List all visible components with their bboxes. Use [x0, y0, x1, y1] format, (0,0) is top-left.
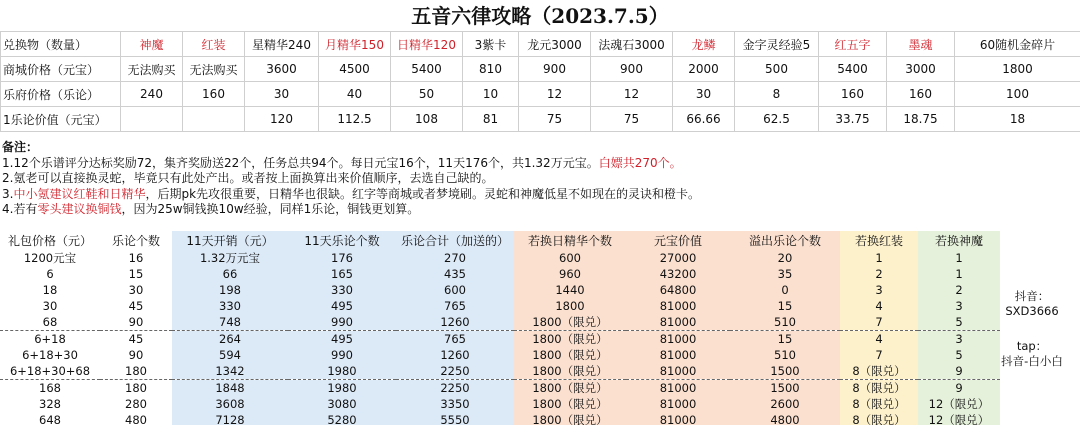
package-cell: 81000	[626, 298, 730, 314]
package-header-cell: 乐论合计（加送的）	[396, 231, 514, 250]
package-cell: 165	[288, 266, 396, 282]
package-cell: 1848	[172, 380, 288, 397]
package-price-cell: 18	[42, 283, 58, 297]
note-line-4	[2, 202, 1072, 218]
exchange-cell: 900	[519, 57, 591, 82]
exchange-cell: 75	[519, 107, 591, 132]
exchange-header-cell: 金字灵经验5	[735, 32, 819, 57]
package-cell: 594	[172, 347, 288, 363]
package-table	[0, 231, 1000, 425]
package-cell: 4	[840, 298, 918, 314]
package-price-cell: 68	[42, 315, 58, 329]
exchange-row	[1, 57, 1080, 82]
package-cell: 2250	[396, 380, 514, 397]
package-cell: 1800（限兑）	[514, 314, 626, 331]
package-price-cell: 1200元宝	[23, 251, 77, 265]
exchange-row	[1, 107, 1080, 132]
package-cell: 1500	[730, 363, 840, 380]
package-cell: 7128	[172, 412, 288, 425]
douyin-info	[984, 289, 1080, 319]
exchange-header-cell: 星精华240	[245, 32, 319, 57]
package-cell: 3350	[396, 396, 514, 412]
exchange-cell: 900	[591, 57, 673, 82]
package-cell: 8（限兑）	[840, 380, 918, 397]
package-cell: 1800（限兑）	[514, 412, 626, 425]
package-price-cell: 328	[39, 397, 61, 411]
package-cell: 280	[125, 397, 147, 411]
package-header-cell: 11天开销（元）	[172, 231, 288, 250]
package-row	[0, 298, 1000, 314]
package-cell: 264	[172, 331, 288, 348]
tap-label: tap：	[1016, 339, 1048, 353]
exchange-cell: 66.66	[673, 107, 735, 132]
package-header-cell: 礼包价格（元）	[7, 233, 92, 248]
package-cell: 81000	[626, 412, 730, 425]
package-cell: 8（限兑）	[840, 412, 918, 425]
exchange-cell: 5400	[819, 57, 887, 82]
note-4-prefix: 4.若有	[2, 202, 38, 216]
package-cell: 1980	[288, 380, 396, 397]
package-price-cell: 30	[42, 299, 58, 313]
package-cell: 1260	[396, 347, 514, 363]
package-cell: 81000	[626, 380, 730, 397]
exchange-cell: 30	[245, 82, 319, 107]
package-cell: 64800	[626, 282, 730, 298]
package-cell: 1	[918, 250, 1000, 266]
package-cell: 1980	[288, 363, 396, 380]
package-cell: 1500	[730, 380, 840, 397]
exchange-header-cell: 神魔	[121, 32, 183, 57]
package-price-cell: 6+18+30	[22, 348, 78, 362]
package-cell: 3	[918, 331, 1000, 348]
package-cell: 2600	[730, 396, 840, 412]
exchange-header-cell: 墨魂	[887, 32, 955, 57]
package-cell: 81000	[626, 331, 730, 348]
package-price-cell: 648	[39, 413, 61, 425]
package-cell: 90	[128, 348, 144, 362]
package-cell: 5	[918, 347, 1000, 363]
package-cell: 15	[128, 267, 144, 281]
exchange-cell: 5400	[391, 57, 463, 82]
package-cell: 176	[288, 250, 396, 266]
package-cell: 4800	[730, 412, 840, 425]
exchange-header-cell: 红五字	[819, 32, 887, 57]
exchange-header-cell: 60随机金碎片	[955, 32, 1080, 57]
package-cell: 1440	[514, 282, 626, 298]
tap-info	[984, 339, 1080, 369]
package-cell: 3608	[172, 396, 288, 412]
package-cell: 1800	[514, 298, 626, 314]
douyin-label: 抖音：	[1014, 289, 1050, 303]
package-cell: 3080	[288, 396, 396, 412]
package-cell: 7	[840, 314, 918, 331]
package-cell: 0	[730, 282, 840, 298]
package-cell: 5550	[396, 412, 514, 425]
package-row	[0, 331, 1000, 348]
package-cell: 2250	[396, 363, 514, 380]
package-cell: 765	[396, 331, 514, 348]
package-cell: 27000	[626, 250, 730, 266]
exchange-cell: 3600	[245, 57, 319, 82]
tap-value: 抖音-白小白	[1001, 354, 1063, 368]
package-row	[0, 380, 1000, 397]
package-header-row	[0, 231, 1000, 250]
note-3-prefix: 3.	[2, 186, 14, 201]
package-cell: 5	[918, 314, 1000, 331]
package-cell: 1342	[172, 363, 288, 380]
note-line-2: 2.氪老可以直接换灵蛇，毕竟只有此处产出。或者按上面换算出来价值顺序，去选自己缺的。	[2, 171, 494, 185]
package-cell: 5280	[288, 412, 396, 425]
note-4-highlight: 零头建议换铜钱	[37, 202, 122, 216]
package-cell: 43200	[626, 266, 730, 282]
note-4-text: ，因为25w铜钱换10w经验，同样1乐论，铜钱更划算。	[121, 202, 420, 216]
exchange-cell: 62.5	[735, 107, 819, 132]
package-cell: 81000	[626, 314, 730, 331]
package-row	[0, 282, 1000, 298]
package-cell: 330	[288, 282, 396, 298]
package-price-cell: 6+18+30+68	[9, 364, 91, 378]
package-cell: 480	[125, 413, 147, 425]
package-header-cell: 溢出乐论个数	[730, 231, 840, 250]
exchange-row-label: 1乐论价值（元宝）	[1, 107, 121, 132]
package-cell: 435	[396, 266, 514, 282]
package-cell: 15	[730, 331, 840, 348]
package-row	[0, 412, 1000, 425]
notes-heading: 备注：	[2, 140, 39, 154]
package-cell: 90	[128, 315, 144, 329]
package-cell: 1800（限兑）	[514, 396, 626, 412]
package-cell: 30	[128, 283, 144, 297]
exchange-header-row	[1, 32, 1080, 57]
exchange-cell: 4500	[319, 57, 391, 82]
package-header-cell: 若换红装	[840, 231, 918, 250]
note-1-highlight: 白嫖共270个。	[598, 155, 682, 170]
package-cell: 960	[514, 266, 626, 282]
exchange-cell: 18.75	[887, 107, 955, 132]
exchange-header-cell: 法魂石3000	[591, 32, 673, 57]
exchange-header-cell: 龙鳞	[673, 32, 735, 57]
package-cell: 45	[128, 299, 144, 313]
exchange-cell: 108	[391, 107, 463, 132]
exchange-header-cell: 3紫卡	[463, 32, 519, 57]
exchange-header-cell: 兑换物（数量）	[1, 32, 121, 57]
exchange-cell: 3000	[887, 57, 955, 82]
package-cell: 495	[288, 331, 396, 348]
package-cell: 81000	[626, 396, 730, 412]
package-cell: 12（限兑）	[918, 412, 1000, 425]
package-cell: 20	[730, 250, 840, 266]
exchange-cell: 40	[319, 82, 391, 107]
package-cell: 600	[514, 250, 626, 266]
exchange-cell: 100	[955, 82, 1080, 107]
package-cell: 2	[840, 266, 918, 282]
package-cell: 510	[730, 314, 840, 331]
package-row	[0, 396, 1000, 412]
exchange-header-cell: 日精华120	[391, 32, 463, 57]
package-cell: 495	[288, 298, 396, 314]
package-cell: 180	[125, 364, 147, 378]
exchange-row-label: 商城价格（元宝）	[1, 57, 121, 82]
package-row	[0, 363, 1000, 380]
package-cell: 15	[730, 298, 840, 314]
package-cell: 3	[840, 282, 918, 298]
package-price-cell: 168	[0, 380, 100, 397]
package-cell: 9	[918, 363, 1000, 380]
page-title: 五音六律攻略（2023.7.5）	[411, 4, 669, 28]
package-cell: 270	[396, 250, 514, 266]
package-price-cell: 6	[46, 267, 54, 281]
package-header-cell: 乐论个数	[111, 233, 160, 248]
package-row	[0, 266, 1000, 282]
exchange-cell: 无法购买	[183, 57, 245, 82]
package-cell: 1800（限兑）	[514, 363, 626, 380]
package-cell: 1	[918, 266, 1000, 282]
exchange-cell: 810	[463, 57, 519, 82]
exchange-header-cell: 月精华150	[319, 32, 391, 57]
exchange-row	[1, 82, 1080, 107]
exchange-table	[0, 31, 1080, 132]
package-cell: 748	[172, 314, 288, 331]
package-cell: 2	[918, 282, 1000, 298]
exchange-cell: 2000	[673, 57, 735, 82]
exchange-cell: 12	[591, 82, 673, 107]
package-cell: 9	[918, 380, 1000, 397]
package-header-cell: 11天乐论个数	[288, 231, 396, 250]
package-cell: 1800（限兑）	[514, 347, 626, 363]
exchange-cell: 120	[245, 107, 319, 132]
exchange-cell: 160	[819, 82, 887, 107]
package-cell: 1800（限兑）	[514, 380, 626, 397]
exchange-cell	[183, 107, 245, 132]
package-cell: 8（限兑）	[840, 363, 918, 380]
package-cell: 81000	[626, 363, 730, 380]
package-cell: 12（限兑）	[918, 396, 1000, 412]
package-cell: 35	[730, 266, 840, 282]
package-cell: 7	[840, 347, 918, 363]
package-cell: 66	[172, 266, 288, 282]
exchange-cell: 无法购买	[121, 57, 183, 82]
package-cell: 1	[840, 250, 918, 266]
exchange-cell: 30	[673, 82, 735, 107]
exchange-cell	[121, 107, 183, 132]
package-row	[0, 250, 1000, 266]
note-1-text: 1.12个乐谱评分达标奖励72，集齐奖励送22个，任务总共94个。每日元宝16个，11天176个，共1.32万元宝。	[2, 155, 599, 170]
note-3-text: ，后期pk先攻很重要，日精华也很缺。红字等商城或者梦境刷。灵蛇和神魔低星不如现在的灵诀和橙卡。	[145, 186, 701, 201]
note-line-1	[2, 156, 1072, 172]
package-cell: 3	[918, 298, 1000, 314]
exchange-header-cell: 红装	[183, 32, 245, 57]
exchange-cell: 75	[591, 107, 673, 132]
exchange-cell: 112.5	[319, 107, 391, 132]
exchange-cell: 10	[463, 82, 519, 107]
package-price-cell: 6+18	[0, 331, 100, 348]
note-line-3	[2, 187, 1072, 203]
exchange-row-label: 乐府价格（乐论）	[1, 82, 121, 107]
package-cell: 1.32万元宝	[172, 250, 288, 266]
package-cell: 180	[100, 380, 172, 397]
package-cell: 990	[288, 314, 396, 331]
package-cell: 198	[172, 282, 288, 298]
package-cell: 1260	[396, 314, 514, 331]
exchange-cell: 50	[391, 82, 463, 107]
exchange-cell: 81	[463, 107, 519, 132]
package-cell: 45	[100, 331, 172, 348]
package-header-cell: 元宝价值	[626, 231, 730, 250]
package-cell: 16	[128, 251, 144, 265]
package-cell: 81000	[626, 347, 730, 363]
exchange-cell: 18	[955, 107, 1080, 132]
package-cell: 8（限兑）	[840, 396, 918, 412]
exchange-cell: 8	[735, 82, 819, 107]
exchange-cell: 500	[735, 57, 819, 82]
exchange-cell: 160	[887, 82, 955, 107]
exchange-cell: 33.75	[819, 107, 887, 132]
package-header-cell: 若换神魔	[918, 231, 1000, 250]
package-row	[0, 314, 1000, 331]
package-cell: 600	[396, 282, 514, 298]
package-row	[0, 347, 1000, 363]
package-header-cell: 若换日精华个数	[514, 231, 626, 250]
exchange-cell: 160	[183, 82, 245, 107]
note-3-highlight: 中小氪建议红鞋和日精华	[13, 186, 146, 201]
notes-section	[2, 140, 1072, 218]
package-cell: 990	[288, 347, 396, 363]
exchange-cell: 240	[121, 82, 183, 107]
package-cell: 765	[396, 298, 514, 314]
exchange-header-cell: 龙元3000	[519, 32, 591, 57]
package-cell: 330	[172, 298, 288, 314]
exchange-cell: 1800	[955, 57, 1080, 82]
package-cell: 4	[840, 331, 918, 348]
package-cell: 1800（限兑）	[514, 331, 626, 348]
package-cell: 510	[730, 347, 840, 363]
exchange-cell: 12	[519, 82, 591, 107]
douyin-id: SXD3666	[1005, 304, 1059, 318]
